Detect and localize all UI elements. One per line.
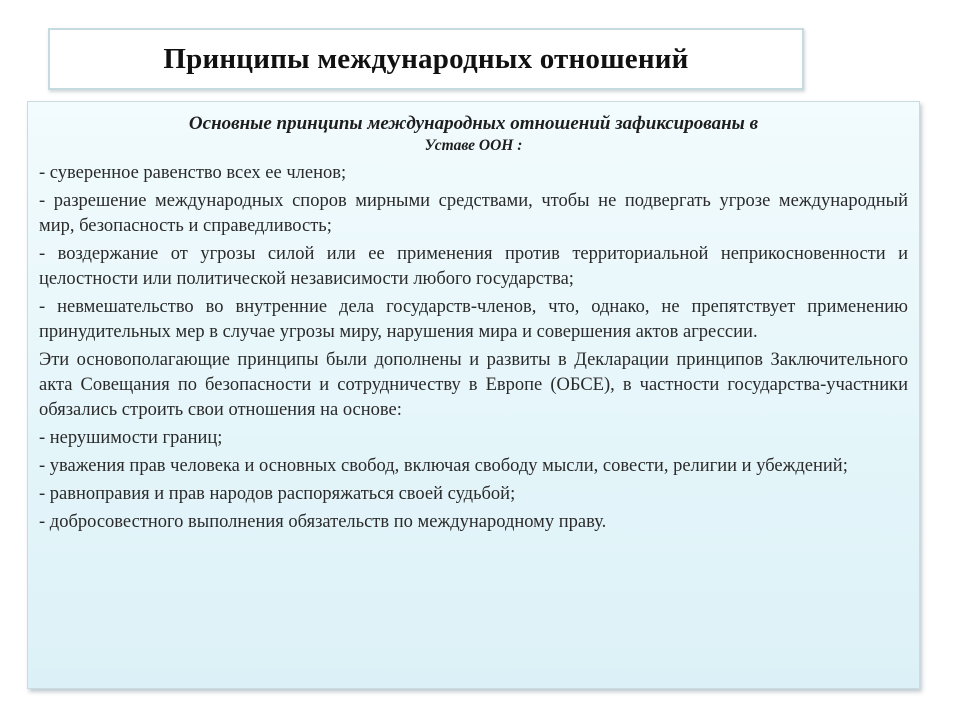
paragraph-7: - уважения прав человека и основных свобод, включая свободу мысли, совести, религии и убеждений; — [39, 456, 848, 476]
slide-title: Принципы международных отношений — [163, 42, 689, 75]
paragraph-2: - разрешение международных споров мирными средствами, чтобы не подвергать угрозе международный мир, безопасность и справедливость; — [39, 191, 908, 236]
intro-text — [39, 112, 908, 156]
paragraph-1: - суверенное равенство всех ее членов; — [39, 163, 347, 183]
paragraph-5: Эти основополагающие принципы были дополнены и развиты в Декларации принципов Заключительного акта Совещания по безопасности и сотрудничеству в Европе (ОБСЕ), в частности государства-участники обязались строить свои отношения на основе: — [39, 350, 908, 420]
intro-line-2: Уставе ООН : — [424, 137, 523, 154]
paragraph-8: - равноправия и прав народов распоряжаться своей судьбой; — [39, 484, 516, 504]
intro-line-1: Основные принципы международных отношений зафиксированы в — [188, 113, 759, 134]
paragraph-4: - невмешательство во внутренние дела государств-членов, что, однако, не препятствует применению принудительных мер в случае угрозы миру, нарушения мира и совершения актов агрессии. — [39, 297, 908, 342]
title-box — [48, 28, 804, 90]
paragraph-3: - воздержание от угрозы силой или ее применения против территориальной неприкосновенности и целостности или политической независимости любого государства; — [39, 244, 908, 289]
paragraph-6: - нерушимости границ; — [39, 428, 223, 448]
paragraph-9: - добросовестного выполнения обязательств по международному праву. — [39, 512, 607, 532]
content-box — [27, 101, 920, 689]
